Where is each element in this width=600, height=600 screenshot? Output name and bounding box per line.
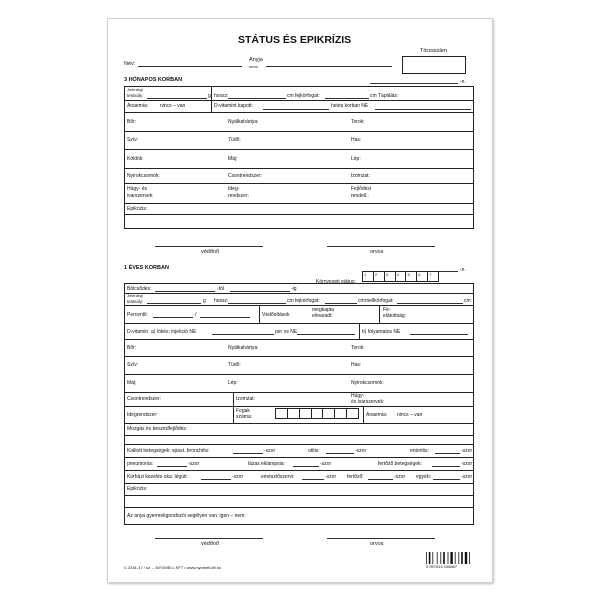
orvos-label: orvos [370, 249, 384, 255]
barcode-bar [458, 552, 459, 564]
bolcsode-to-field[interactable] [230, 291, 290, 292]
barcode-bar [448, 552, 449, 564]
row-label: -tól [217, 286, 224, 292]
table-row [125, 406, 473, 424]
row-label: Nyirokcsomók: [127, 173, 160, 179]
row-label: Kiállott betegségek: spast. bronchitis: [127, 448, 210, 454]
row-label: enteritis: [410, 448, 429, 454]
section1-date-field[interactable] [370, 83, 458, 84]
anaemia-options[interactable]: nincs – van [160, 103, 186, 109]
row-label: Szív: [127, 137, 139, 143]
epikrizis-label: Epikrízis: [127, 206, 148, 212]
row-label: fertőző: [347, 474, 364, 480]
torzsszam-box[interactable] [402, 56, 466, 74]
torzsszam-label: Törzsszám [420, 48, 447, 54]
percentil-field-2[interactable] [200, 317, 250, 318]
anyja-neve-label: neve: [249, 64, 259, 69]
row-label: Tüdő: [228, 137, 241, 143]
row-label: Ideg- [228, 186, 240, 192]
epikrizis-label: Epikrízis: [127, 486, 148, 492]
row-label: hossz: [214, 298, 229, 304]
table-row [125, 470, 473, 484]
row-label: Bölcsődés: [127, 286, 152, 292]
folyamatos-field[interactable] [410, 334, 468, 335]
injekcio-field[interactable] [212, 334, 274, 335]
row-label: Köldök: [127, 156, 144, 162]
table-row [125, 131, 473, 150]
row-label: Has: [351, 362, 362, 368]
row-label: Védőoltások [262, 312, 290, 318]
orvos-signature-line[interactable] [327, 246, 435, 247]
table-row [125, 168, 473, 184]
row-label: fejkörfogat: [295, 298, 320, 304]
anyja-label: Anyja [249, 57, 263, 63]
unit-label: -szor [232, 474, 244, 480]
fertozo-korhaz-field[interactable] [368, 479, 393, 480]
form-title: STÁTUS ÉS EPIKRÍZIS [238, 34, 352, 46]
divider [363, 406, 364, 423]
row-label: Percentil: [127, 312, 148, 318]
emeszto-field[interactable] [302, 479, 324, 480]
table-row [125, 444, 473, 458]
unit-label: -szor [320, 461, 332, 467]
divider [259, 305, 260, 323]
row-label: Húgy- és [127, 186, 148, 192]
unit-label: -szor [188, 461, 200, 467]
row-label: egyéb: [416, 474, 432, 480]
fogak-box[interactable] [311, 409, 323, 418]
table-row [125, 183, 473, 204]
kornyezeti-boxes [362, 271, 439, 282]
unit-label: cm [358, 298, 365, 304]
anaemia-options[interactable]: nincs – van [397, 412, 423, 418]
row-label: Fogak [236, 408, 250, 414]
row-label: Bőr: [127, 345, 137, 351]
row-label: Tüdő: [228, 362, 241, 368]
row-label: Csontrendszer: [228, 173, 262, 179]
vedono-label: védőnő [201, 541, 220, 547]
unit-label: cm [287, 93, 294, 99]
mellkorfogat-field[interactable] [397, 303, 463, 304]
fertozo-field[interactable] [432, 466, 460, 467]
row-label: otitis: [308, 448, 320, 454]
barcode-bar [426, 552, 427, 564]
unit-label: -szor [394, 474, 406, 480]
row-label: megkapta [312, 307, 334, 313]
hossz-field[interactable] [228, 98, 286, 99]
kornyezeti-box[interactable]: 5 [405, 272, 416, 281]
row-label: száma: [236, 414, 253, 420]
barcode-bar [455, 552, 456, 564]
row-label: Has: [351, 137, 362, 143]
row-label: Torok: [351, 119, 365, 125]
row-label: Fé- [383, 307, 391, 313]
orvos-signature-line[interactable] [327, 538, 435, 539]
row-label: Izomzat: [236, 396, 255, 402]
row-label: -ig [291, 286, 297, 292]
percentil-field-1[interactable] [153, 317, 193, 318]
vedono-signature-line[interactable] [155, 538, 263, 539]
testsuly-field[interactable] [147, 303, 201, 304]
row-label: Torok: [351, 345, 365, 351]
row-label: ivarszervek: [127, 193, 154, 199]
barcode-number: 5 997515 108807 [426, 564, 458, 569]
bronchitis-field[interactable] [233, 453, 263, 454]
fogak-box[interactable] [322, 409, 334, 418]
table-row [125, 87, 473, 101]
legut-field[interactable] [201, 479, 231, 480]
barcode-bar [440, 552, 441, 564]
row-label: Nyálkahártya: [228, 345, 259, 351]
vedono-signature-line[interactable] [155, 246, 263, 247]
row-label: Lép: [228, 380, 238, 386]
section1-date-suffix: -n. [460, 79, 466, 85]
unit-label: -szor [461, 448, 473, 454]
table-row [125, 457, 473, 471]
unit-label: -szor [461, 474, 473, 480]
row-label: Táplálás: [378, 93, 399, 99]
barcode-bar [469, 552, 470, 564]
row-label: Bőr: [127, 119, 137, 125]
row-label: Idegrendszer: [127, 412, 158, 418]
row-label: Máj: [127, 380, 137, 386]
barcode-bar [437, 552, 438, 564]
epikrizis-line[interactable] [125, 495, 473, 508]
unit-label: -szor [355, 448, 367, 454]
ne-field[interactable] [375, 109, 471, 110]
nev-field[interactable] [138, 66, 242, 67]
vedono-label: védőnő [201, 249, 220, 255]
unit-label: g [208, 93, 211, 99]
row-label: Lép: [351, 156, 361, 162]
divider [359, 323, 360, 339]
barcode-bar [432, 552, 433, 564]
row-label: elátottság: [383, 313, 407, 319]
row-label: rendell.: [351, 193, 369, 199]
row-label: Máj: [228, 156, 238, 162]
row-label: pneumonia: [127, 461, 154, 467]
barcode-bar [450, 552, 452, 564]
row-label: Nyálkahártya: [228, 119, 259, 125]
nev-label: Név: [124, 61, 136, 67]
row-label: Jelenlegi [127, 293, 143, 298]
form-page [107, 18, 493, 583]
row-label: Húgy- [351, 393, 365, 399]
row-label: D-vitamint kapott: [214, 103, 253, 109]
eklampsia-field[interactable] [293, 466, 319, 467]
row-label: Kórházi kezelés oka: légúti: [127, 474, 188, 480]
kornyezeti-label: Környezeti státus: [316, 279, 356, 285]
table-row [125, 392, 473, 407]
epikrizis-line[interactable] [125, 214, 473, 229]
row-label: Jelenlegi [127, 87, 143, 92]
barcode-bar [429, 552, 431, 564]
row-label: Szív: [127, 362, 139, 368]
orvos-label: orvos [370, 541, 384, 547]
pneumonia-field[interactable] [157, 466, 187, 467]
testsuly-field[interactable] [147, 98, 207, 99]
row-label: lázas eklampsia: [248, 461, 285, 467]
row-label: emésztőszervi: [261, 474, 295, 480]
anyja-neve-field[interactable] [266, 66, 392, 67]
row-label: és ivarszervek: [351, 399, 385, 405]
table-row [125, 112, 473, 132]
row-label: / [195, 312, 197, 318]
fogak-box[interactable] [346, 409, 358, 418]
table-row [125, 374, 473, 393]
otitis-field[interactable] [326, 453, 354, 454]
unit-label: -szor [461, 461, 473, 467]
table-row [125, 323, 473, 340]
divider [233, 406, 234, 423]
barcode-bar [461, 552, 463, 564]
table-row [125, 339, 473, 357]
barcode-bar [443, 552, 445, 564]
row-label: per os NE [275, 329, 298, 335]
fejkorfogat-field[interactable] [325, 98, 369, 99]
divider [379, 305, 380, 323]
kornyezeti-box[interactable]: 1 [364, 272, 367, 277]
barcode-bar [465, 552, 467, 564]
row-label: testsúly: [127, 299, 144, 304]
divider [211, 87, 212, 100]
mozgas-label: Mozgás és beszédfejlődés: [127, 426, 188, 432]
egyeb-field[interactable] [433, 479, 460, 480]
row-label: Anaemia: [127, 103, 149, 109]
footer-publisher: C.3341-47 / sz. – NYOMELL KFT • www.nyomell-kft.hu [124, 565, 222, 570]
row-label: Fejlődési [351, 186, 372, 192]
fogak-boxes[interactable] [275, 408, 359, 419]
kornyezeti-box[interactable]: 3 [384, 272, 395, 281]
kornyezeti-box[interactable]: 2 [373, 272, 384, 281]
unit-label: g [203, 298, 206, 304]
enteritis-field[interactable] [435, 453, 460, 454]
row-label: Csontrendszer: [127, 396, 161, 402]
row-label: Anaemia: [366, 412, 388, 418]
unit-label: cm [464, 298, 471, 304]
row-label: testsúly: [127, 93, 144, 98]
table-row [125, 305, 473, 324]
unit-label: cm [287, 298, 294, 304]
peros-field[interactable] [297, 334, 355, 335]
anya-gyermek-label: Az anya gyermekgondozói segélyen van: igen – nem: [127, 513, 246, 519]
row-label: elmaradt: [312, 313, 333, 319]
kornyezeti-box[interactable]: 7 [427, 272, 438, 281]
fogak-box[interactable] [299, 409, 311, 418]
table-row [125, 356, 473, 375]
kornyezeti-box[interactable]: 6 [416, 272, 427, 281]
section1-heading: 3 HÓNAPOS KORBAN [124, 77, 183, 83]
row-label: mellkörfogat: [365, 298, 394, 304]
row-label: D-vitamin [127, 329, 149, 335]
bolcsode-from-field[interactable] [155, 291, 215, 292]
section2-heading: 1 ÉVES KORBAN [124, 265, 169, 271]
unit-label: -szor [325, 474, 337, 480]
divider [233, 392, 234, 406]
section2-date-suffix: -n. [460, 267, 466, 273]
dvitamin-field[interactable] [263, 109, 329, 110]
row-label: b) folyamatos NE [362, 329, 401, 335]
hossz-field[interactable] [228, 303, 286, 304]
unit-label: -szor [264, 448, 276, 454]
row-label: hossz: [214, 93, 229, 99]
row-label: a) lökés: injekció NE [151, 329, 197, 335]
barcode-icon [426, 552, 472, 564]
unit-label: cm [370, 93, 377, 99]
fogak-box[interactable] [276, 409, 287, 418]
row-label: fertőző betegségek: [378, 461, 422, 467]
row-label: Izomzat: [351, 173, 370, 179]
row-label: rendszer: [228, 193, 249, 199]
table-row [125, 149, 473, 169]
fejkorfogat-field[interactable] [325, 303, 357, 304]
kornyezeti-box[interactable]: 4 [395, 272, 406, 281]
section1-table [124, 86, 474, 229]
row-label: Nyirokcsomók: [351, 380, 384, 386]
row-label: heteș korban NE [331, 103, 369, 109]
row-label: fejkörfogat: [295, 93, 320, 99]
divider [211, 100, 212, 112]
section2-table [124, 283, 474, 525]
fogak-box[interactable] [287, 409, 299, 418]
fogak-box[interactable] [334, 409, 346, 418]
